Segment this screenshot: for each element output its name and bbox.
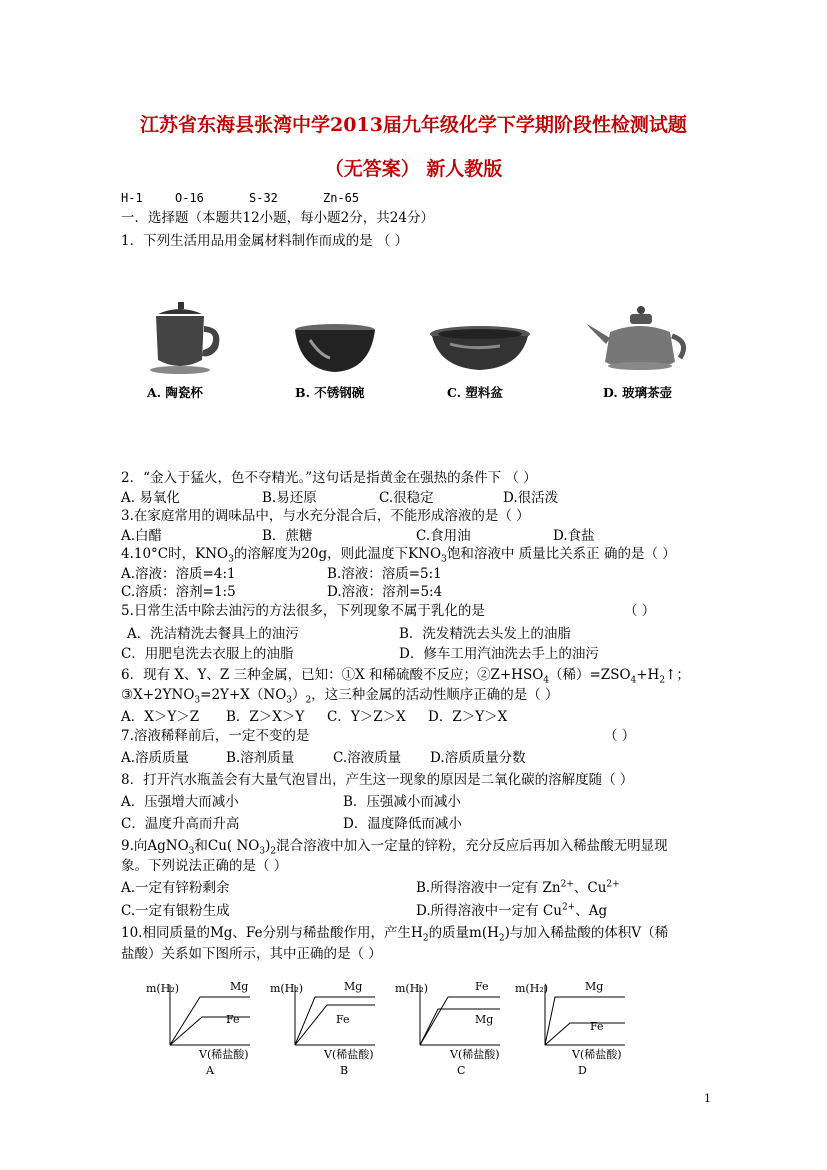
- q9-sup-zn: 2+: [560, 879, 574, 890]
- graph-d-xlabel: V(稀盐酸): [572, 1048, 622, 1061]
- q8-option-d: D．温度降低而减小: [343, 816, 462, 832]
- q6-sub4a: 4: [543, 675, 549, 686]
- q7-stem: 7.溶液稀释前后，一定不变的是: [121, 728, 310, 744]
- graph-c-fe: Fe: [475, 980, 489, 993]
- q7-paren: （ ）: [604, 728, 636, 744]
- q3-option-a: A.白醋: [121, 528, 163, 544]
- q5-option-b: B．洗发精洗去头发上的油脂: [399, 626, 571, 642]
- q6-line1-part2: （稀）=ZSO: [549, 667, 631, 683]
- q9-line1-part3: ): [265, 838, 271, 854]
- section-heading: 一．选择题（本题共12小题，每小题2分，共24分）: [121, 210, 434, 226]
- q9-option-d-part1: D.所得溶液中一定有 Cu: [416, 903, 562, 919]
- q8-stem: 8．打开汽水瓶盖会有大量气泡冒出，产生这一现象的原因是二氧化碳的溶解度随（ ）: [121, 772, 634, 788]
- graph-b-ylabel: m(H₂): [270, 982, 304, 995]
- q1-caption-b: B. 不锈钢碗: [295, 385, 365, 400]
- graph-b-label: B: [340, 1064, 349, 1077]
- q6-option-a: A．X＞Y＞Z: [121, 709, 200, 725]
- q6-sub3b: 3: [286, 695, 292, 706]
- q6-line1-part3: +H: [636, 667, 660, 683]
- q9-option-a: A.一定有锌粉剩余: [121, 880, 230, 896]
- graph-c-xlabel: V(稀盐酸): [450, 1048, 500, 1061]
- doc-title-line2: （无答案） 新人教版: [324, 158, 503, 180]
- q4-sub2: 3: [441, 554, 447, 565]
- q6-line2-part2: =2Y+X（NO: [200, 687, 287, 703]
- q9-sub2: 2: [270, 846, 277, 857]
- q10-sub2a: 2: [422, 933, 429, 944]
- q6-line2-part1: ③X+2YNO: [121, 687, 195, 703]
- q10-line1-part2: 的质量m(H: [428, 925, 499, 941]
- atomic-mass-h: H-1: [121, 191, 143, 205]
- q3-option-d: D.食盐: [553, 528, 595, 544]
- q4-stem: [121, 545, 676, 563]
- q5-option-a: A．洗洁精洗去餐具上的油污: [127, 626, 299, 642]
- q9-sub3: 3: [188, 846, 195, 857]
- graph-b-fe: Fe: [336, 1013, 350, 1026]
- q2-option-d: D.很活泼: [503, 490, 559, 506]
- graph-a-xlabel: V(稀盐酸): [199, 1048, 249, 1061]
- q6-option-d: D．Z＞Y＞X: [428, 709, 508, 725]
- q8-option-a: A．压强增大而减小: [121, 794, 239, 810]
- graph-b-xlabel: V(稀盐酸): [324, 1048, 374, 1061]
- q6-line2-part4: ，这三种金属的活动性顺序正确的是（ ）: [311, 687, 559, 703]
- q5-option-d: D．修车工用汽油洗去手上的油污: [399, 646, 599, 662]
- graph-c-ylabel: m(H₂): [395, 982, 429, 995]
- steel-bowl-image: [295, 324, 375, 372]
- q5-stem: 5.日常生活中除去油污的方法很多，下列现象不属于乳化的是: [121, 603, 485, 619]
- q6-line2-part3: ）: [292, 687, 306, 703]
- atomic-mass-o: O-16: [175, 191, 204, 205]
- q9-option-d-part2: 、Ag: [575, 903, 608, 919]
- q1-caption-c: C. 塑料盆: [447, 385, 503, 400]
- q2-option-a: A. 易氧化: [121, 490, 180, 506]
- q6-sub2b: 2: [305, 695, 312, 706]
- q9-line1-part1: 9.向AgNO: [121, 838, 189, 854]
- q6-line1-part4: ↑；: [665, 667, 690, 683]
- doc-title-line1: 江苏省东海县张湾中学2013届九年级化学下学期阶段性检测试题: [140, 114, 687, 136]
- q4-option-a: A.溶液：溶质=4:1: [121, 566, 236, 582]
- q9-line1-part2: 和Cu( NO: [194, 838, 260, 854]
- q9-sup-cu: 2+: [606, 879, 620, 890]
- graph-a-ylabel: m(H₂): [146, 982, 180, 995]
- q6-sub3a: 3: [194, 695, 201, 706]
- q9-line1-part4: 混合溶液中加入一定量的锌粉，充分反应后再加入稀盐酸无明显现: [276, 838, 668, 854]
- atomic-mass-s: S-32: [249, 191, 278, 205]
- q10-line1-part1: 10.相同质量的Mg、Fe分别与稀盐酸作用，产生H: [121, 925, 423, 941]
- graph-d-ylabel: m(H₂): [515, 982, 549, 995]
- graph-d-label: D: [578, 1064, 587, 1077]
- graph-b: [295, 985, 375, 1045]
- q6-line1: [121, 666, 690, 684]
- q4-sub1: 3: [228, 554, 234, 565]
- graph-d-fe: Fe: [590, 1020, 604, 1033]
- ceramic-cup-image: [150, 302, 219, 374]
- q10-line1: [121, 924, 668, 942]
- q8-option-c: C．温度升高而升高: [121, 816, 240, 832]
- q4-option-b: B.溶液：溶质=5:1: [327, 566, 442, 582]
- atomic-mass-zn: Zn-65: [323, 191, 360, 205]
- q4-option-c: C.溶质：溶剂=1:5: [121, 584, 236, 600]
- q1-stem: 1．下列生活用品用金属材料制作而成的是 （ ）: [121, 233, 409, 249]
- graph-d: [545, 985, 625, 1045]
- q4-stem-part1: 4.10°C时，KNO: [121, 546, 229, 562]
- q4-option-d: D.溶液：溶剂=5:4: [327, 584, 443, 600]
- q3-option-b: B．蔗糖: [262, 528, 313, 544]
- q5-paren: （ ）: [624, 603, 656, 619]
- q9-sup-cu2: 2+: [561, 902, 576, 913]
- q1-caption-d: D. 玻璃茶壶: [603, 385, 673, 400]
- q7-option-d: D.溶质质量分数: [430, 750, 526, 766]
- q9-line1: [121, 837, 668, 855]
- q9-sub3b: 3: [259, 846, 266, 857]
- graph-a-label: A: [206, 1064, 214, 1077]
- q2-option-c: C.很稳定: [379, 490, 434, 506]
- q8-option-b: B．压强减小而减小: [343, 794, 461, 810]
- page-number: 1: [704, 1092, 711, 1105]
- q4-stem-part3: 饱和溶液中 质量比关系正 确的是（ ）: [446, 546, 676, 562]
- q7-option-a: A.溶质质量: [121, 750, 190, 766]
- q2-stem: 2．“金入于猛火，色不夺精光。”这句话是指黄金在强热的条件下 （ ）: [121, 470, 537, 486]
- q6-option-c: C．Y＞Z＞X: [327, 709, 406, 725]
- q7-option-c: C.溶液质量: [333, 750, 402, 766]
- graph-c-label: C: [457, 1064, 466, 1077]
- q1-caption-a: A. 陶瓷杯: [147, 385, 203, 400]
- plastic-basin-image: [430, 326, 530, 370]
- graph-b-mg: Mg: [344, 980, 363, 993]
- q9-option-d: [416, 902, 607, 920]
- q4-stem-part2: 的溶解度为20g，则此温度下KNO: [233, 546, 442, 562]
- graph-a-fe: Fe: [226, 1013, 240, 1026]
- graph-d-mg: Mg: [585, 980, 604, 993]
- glass-teapot-image: [587, 306, 684, 370]
- q6-line1-part1: 6．现有 X、Y、Z 三种金属，已知：①X 和稀硫酸不反应；②Z+HSO: [121, 667, 544, 683]
- q5-option-c: C．用肥皂洗去衣服上的油脂: [121, 646, 294, 662]
- q10-sub2b: 2: [498, 933, 505, 944]
- graph-a-mg: Mg: [230, 980, 249, 993]
- q9-option-b-part2: 、Cu: [573, 880, 607, 896]
- graph-c-mg: Mg: [475, 1013, 494, 1026]
- q2-option-b: B.易还原: [262, 490, 317, 506]
- q9-option-c: C.一定有银粉生成: [121, 903, 230, 919]
- q3-stem: 3.在家庭常用的调味品中，与水充分混合后，不能形成溶液的是（ ）: [121, 508, 530, 524]
- q10-line2: 盐酸）关系如下图所示，其中正确的是（ ）: [121, 946, 382, 962]
- q9-option-b: [416, 879, 620, 897]
- q7-option-b: B.溶剂质量: [226, 750, 295, 766]
- q3-option-c: C.食用油: [416, 528, 471, 544]
- q9-line2: 象。下列说法正确的是（ ）: [121, 858, 288, 874]
- q6-option-b: B．Z＞X＞Y: [226, 709, 305, 725]
- q10-line1-part3: )与加入稀盐酸的体积V（稀: [504, 925, 669, 941]
- q6-sub2a: 2: [659, 675, 666, 686]
- q9-option-b-part1: B.所得溶液中一定有 Zn: [416, 880, 561, 896]
- q6-sub4b: 4: [630, 675, 637, 686]
- q6-line2: [121, 686, 559, 704]
